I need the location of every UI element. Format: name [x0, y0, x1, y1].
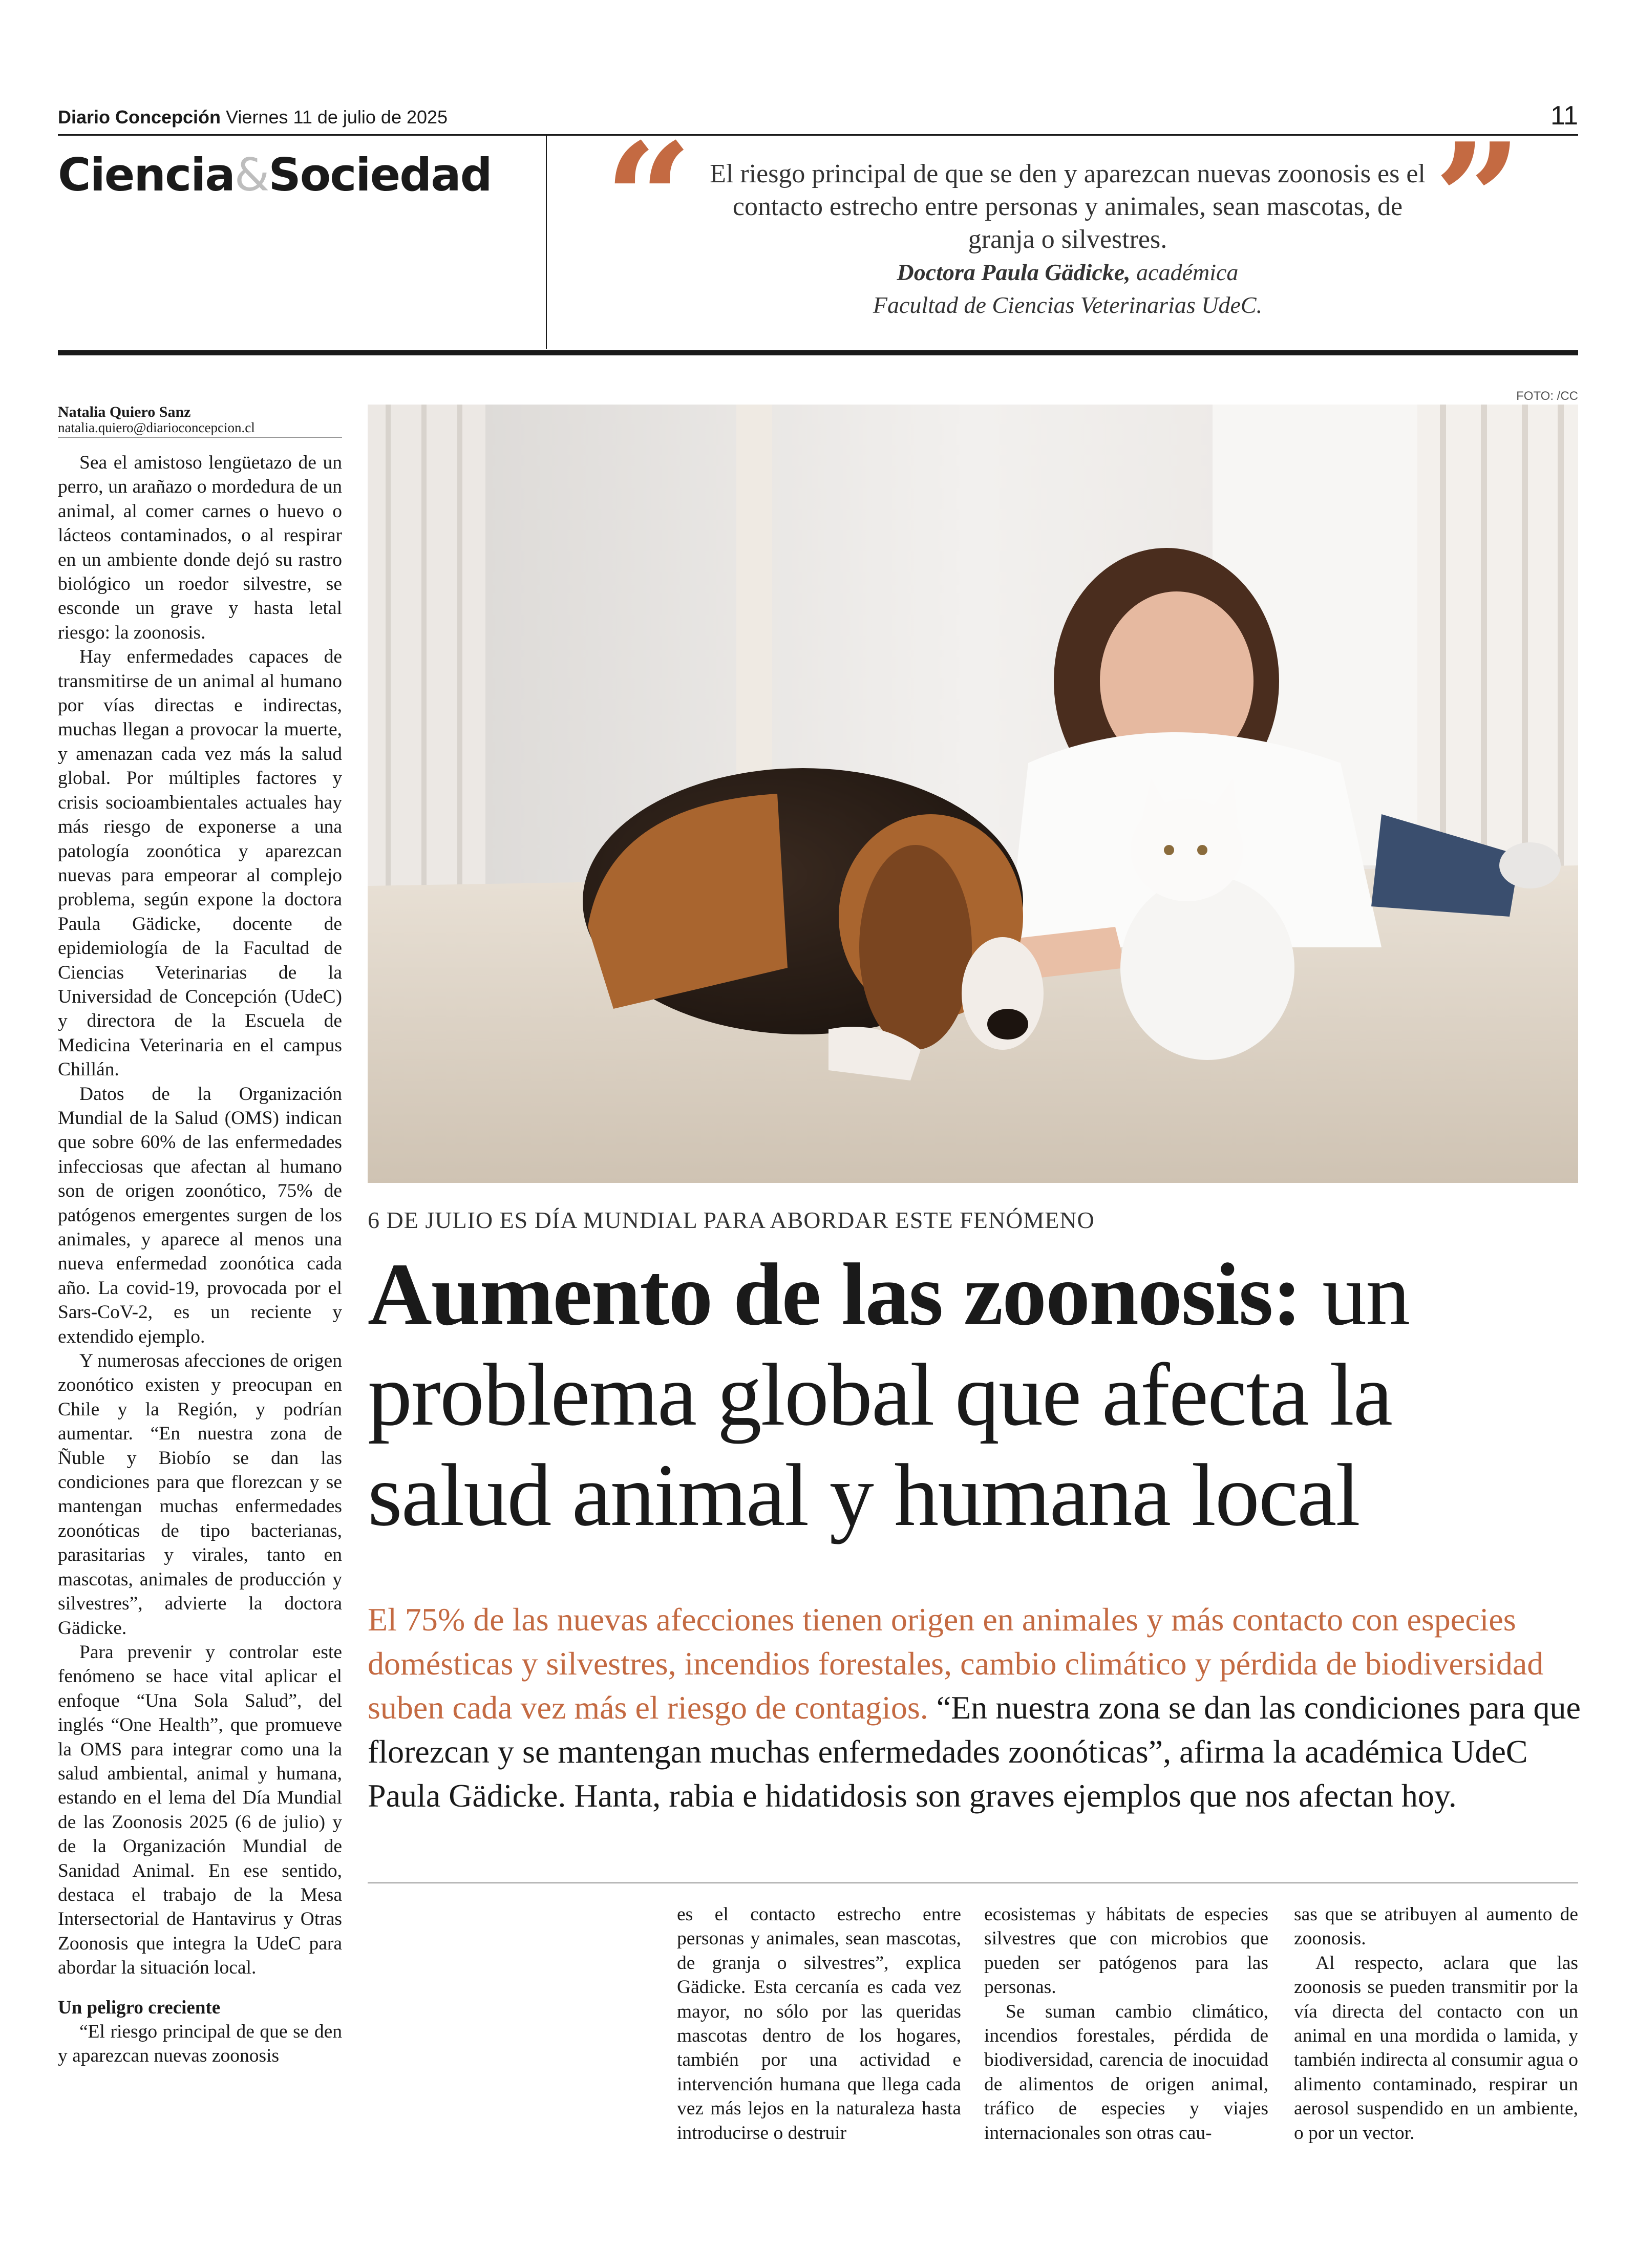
close-quote-icon: ” [1434, 109, 1522, 290]
header-rule [58, 134, 1578, 136]
section-title-left: Ciencia [58, 149, 235, 201]
headline [368, 1244, 1581, 1545]
pull-quote-institution: Facultad de Ciencias Veterinarias UdeC. [873, 292, 1263, 318]
pull-quote-attribution [702, 256, 1434, 289]
subheading: Un peligro creciente [58, 1997, 221, 2018]
paragraph: Para prevenir y controlar este fenómeno se hace vital aplicar el enfoque “Una Sola Salud”, del inglés “One Health”, que promueve la OMS para integrar como una la salud ambiental, animal y humana, estando en el lema del Día Mundial de las Zoonosis 2025 (6 de julio) y de la Organización Mundial de Sanidad Animal. En ese sentido, destaca el trabajo de la Mesa Intersectorial de Hantavirus y Otras Zoonosis que integra la UdeC para abordar la situación local. [58, 1641, 342, 1979]
article-column-3 [984, 1902, 1268, 2145]
paragraph: Se suman cambio climático, incendios forestales, pérdida de biodiversidad, carencia de inocuidad de alimentos de origen animal, tráfico de especies y viajes internacionales son otras cau- [984, 2001, 1268, 2144]
paragraph: “El riesgo principal de que se den y aparezcan nuevas zoonosis [58, 2021, 342, 2067]
issue-date: Viernes 11 de julio de 2025 [226, 107, 448, 128]
paragraph: Sea el amistoso lengüetazo de un perro, un arañazo o mordedura de un animal, al comer carnes o huevo o lácteos contaminados, o al respirar en un ambiente donde dejó su rastro biológico un roedor silvestre, se esconde un grave y hasta letal riesgo: la zoonosis. [58, 452, 342, 643]
headline-bold: Aumento de las zoonosis: [368, 1245, 1301, 1344]
lead-rest: “En nuestra zona se dan las condiciones para que florezcan y se mantengan muchas enfermedades zoonóticas”, afirma la académica UdeC Paula Gädicke. Hanta, rabia e hidatidosis son graves ejemplos que nos afectan hoy. [368, 1689, 1581, 1814]
author-email[interactable]: natalia.quiero@diarioconcepcion.cl [58, 420, 255, 435]
pull-quote-role: académica [1130, 259, 1239, 285]
header-bottom-rule [58, 350, 1578, 355]
article-column-4 [1294, 1902, 1578, 2145]
kicker: 6 DE JULIO ES DÍA MUNDIAL PARA ABORDAR ESTE FENÓMENO [368, 1207, 1095, 1233]
publication-line [58, 107, 448, 128]
lead-highlight: El 75% de las nuevas afecciones tienen origen en animales y más contacto con especies domésticas y silvestres, incendios forestales, cambio climático y pérdida de biodiversidad suben cada vez más el riesgo de contagios. [368, 1601, 1544, 1726]
pull-quote-author: Doctora Paula Gädicke, [897, 259, 1131, 285]
article-column-2 [677, 1902, 961, 2145]
byline-rule [58, 437, 342, 438]
paragraph: sas que se atribuyen al aumento de zoonosis. [1294, 1904, 1578, 1949]
header-divider [546, 136, 547, 349]
photo-credit: FOTO: /CC [1516, 389, 1578, 403]
headline-rest: un problema global que afecta la salud animal y humana local [368, 1245, 1410, 1544]
lead-paragraph [368, 1598, 1582, 1818]
section-title [58, 149, 492, 201]
section-title-amp: & [234, 149, 269, 201]
paragraph: es el contacto estrecho entre personas y animales, sean mascotas, de granja o silvestres”, explica Gädicke. Esta cercanía es cada vez mayor, no sólo por las queridas mascotas dentro de los hogares, también por una actividad e intervención humana que llega cada vez más lejos en la naturaleza hasta introducirse o destruir [677, 1904, 961, 2144]
paragraph: Al respecto, aclara que las zoonosis se pueden transmitir por la vía directa del contacto con un animal en una mordida o lamida, y también indirecta al consumir agua o alimento contaminado, respirar un aerosol suspendido en un ambiente, o por un vector. [1294, 1952, 1579, 2144]
paragraph: ecosistemas y hábitats de especies silvestres que con microbios que pueden ser patógenos para las personas. [984, 1904, 1268, 1998]
open-quote-icon: “ [604, 109, 693, 290]
publication-name: Diario Concepción [58, 107, 221, 128]
pull-quote [702, 158, 1434, 322]
article-photo [368, 405, 1578, 1183]
byline [58, 405, 342, 435]
paragraph: Y numerosas afecciones de origen zoonótico existen y preocupan en Chile y la Región, y podrían aumentar. “En nuestra zona de Ñuble y Biobío se dan las condiciones para que florezcan y se mantengan muchas enfermedades zoonóticas de tipo bacterianas, parasitarias y virales, tanto en mascotas, animales de producción y silvestres”, advierte la doctora Gädicke. [58, 1350, 342, 1639]
section-title-right: Sociedad [268, 149, 492, 201]
paragraph: Hay enfermedades capaces de transmitirse de un animal al humano por vías directas e indirectas, muchas llegan a provocar la muerte, y amenazan cada vez más la salud global. Por múltiples factores y crisis socioambientales actuales hay más riesgo de exponerse a una patología zoonótica y aparezcan nuevas para empeorar al complejo problema, según expone la doctora Paula Gädicke, docente de epidemiología de la Facultad de Ciencias Veterinarias de la Universidad de Concepción (UdeC) y directora de la Escuela de Medicina Veterinaria en el campus Chillán. [58, 646, 342, 1080]
author-name: Natalia Quiero Sanz [58, 404, 191, 420]
pull-quote-text: El riesgo principal de que se den y aparezcan nuevas zoonosis es el contacto estrecho entre personas y animales, sean mascotas, de granja o silvestres. [710, 159, 1426, 254]
page-number: 11 [1550, 101, 1578, 131]
article-column-1 [58, 451, 342, 2068]
lead-rule [368, 1882, 1578, 1883]
paragraph: Datos de la Organización Mundial de la Salud (OMS) indican que sobre 60% de las enfermedades infecciosas que afectan al humano son de origen zoonótico, 75% de patógenos emergentes surgen de los animales, y aparece al menos una nueva enfermedad zoonótica cada año. La covid-19, provocada por el Sars-CoV-2, es un reciente y extendido ejemplo. [58, 1083, 342, 1347]
